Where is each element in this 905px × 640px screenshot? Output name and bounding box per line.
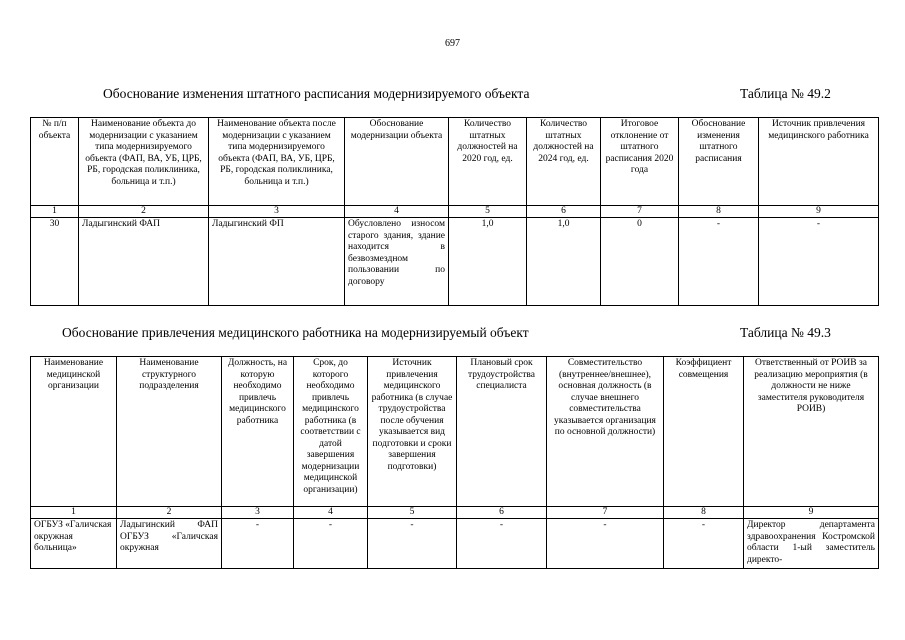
deadline: - [294,519,368,569]
column-number: 2 [79,206,209,218]
staffing-table [30,117,879,306]
column-number: 9 [744,507,879,519]
header-row [31,118,879,206]
combination: - [547,519,664,569]
section2-title: Обоснование привлечения медицинского работника на модернизируемый объект [62,325,529,340]
table-row [31,218,879,306]
header-cell: Наименование структурного подразделения [117,357,222,507]
header-cell: Плановый срок трудоустройства специалиста [457,357,547,507]
deviation: 0 [601,218,679,306]
count-2020: 1,0 [449,218,527,306]
column-number: 3 [222,507,294,519]
section1-title: Обоснование изменения штатного расписания модернизируемого объекта [103,86,530,101]
recruitment-table [30,356,879,569]
column-number: 7 [601,206,679,218]
column-number: 5 [368,507,457,519]
page-number: 697 [445,38,460,49]
row-number: 30 [31,218,79,306]
column-number-row [31,507,879,519]
header-cell: Срок, до которого необходимо привлечь медицинского работника (в соответствии с датой завершения модернизации медицинской организации) [294,357,368,507]
column-number: 9 [759,206,879,218]
header-cell: Должность, на которую необходимо привлечь медицинского работника [222,357,294,507]
section2-table-label: Таблица № 49.3 [740,325,831,340]
header-cell: Обоснование изменения штатного расписания [679,118,759,206]
recruitment-source: - [368,519,457,569]
header-cell: Наименование объекта после модернизации с указанием типа модернизируемого объекта (ФАП, ВА, УБ, ЦРБ, РБ, городская поликлиника, больница и т.п.) [209,118,345,206]
worker-source: - [759,218,879,306]
column-number: 4 [294,507,368,519]
column-number-row [31,206,879,218]
column-number: 8 [664,507,744,519]
structural-unit: Ладыгинский ФАП ОГБУЗ «Галичская окружная [117,519,222,569]
column-number: 2 [117,507,222,519]
header-cell: Ответственный от РОИВ за реализацию мероприятия (в должности не ниже заместителя руководителя РОИВ) [744,357,879,507]
header-cell: Коэффициент совмещения [664,357,744,507]
header-cell: Количество штатных должностей на 2024 год, ед. [527,118,601,206]
column-number: 1 [31,206,79,218]
header-cell: Итоговое отклонение от штатного расписания 2020 года [601,118,679,206]
responsible-official: Директор департамента здравоохранения Костромской области 1-ый заместитель директо- [744,519,879,569]
header-cell: Совместительство (внутреннее/внешнее), основная должность (в случае внешнего совместительства указывается организация по основной должности) [547,357,664,507]
column-number: 5 [449,206,527,218]
column-number: 8 [679,206,759,218]
change-reason: - [679,218,759,306]
column-number: 6 [527,206,601,218]
section1-table-label: Таблица № 49.2 [740,86,831,101]
header-cell: Источник привлечения медицинского работника [759,118,879,206]
modernization-reason: Обусловлено износом старого здания, здание находится в безвозмездном пользовании по договору [345,218,449,306]
header-cell: № п/п объекта [31,118,79,206]
header-cell: Источник привлечения медицинского работника (в случае трудоустройства после обучения указывается вид подготовки и сроки завершения подготовки) [368,357,457,507]
column-number: 3 [209,206,345,218]
combination-coefficient: - [664,519,744,569]
column-number: 4 [345,206,449,218]
column-number: 1 [31,507,117,519]
header-cell: Количество штатных должностей на 2020 год, ед. [449,118,527,206]
object-before: Ладыгинский ФАП [79,218,209,306]
planned-employment: - [457,519,547,569]
organization-name: ОГБУЗ «Галичская окружная больница» [31,519,117,569]
position: - [222,519,294,569]
column-number: 6 [457,507,547,519]
header-row [31,357,879,507]
column-number: 7 [547,507,664,519]
header-cell: Наименование объекта до модернизации с указанием типа модернизируемого объекта (ФАП, ВА, УБ, ЦРБ, РБ, городская поликлиника, больница и т.п.) [79,118,209,206]
table-row [31,519,879,569]
header-cell: Наименование медицинской организации [31,357,117,507]
count-2024: 1,0 [527,218,601,306]
header-cell: Обоснование модернизации объекта [345,118,449,206]
object-after: Ладыгинский ФП [209,218,345,306]
